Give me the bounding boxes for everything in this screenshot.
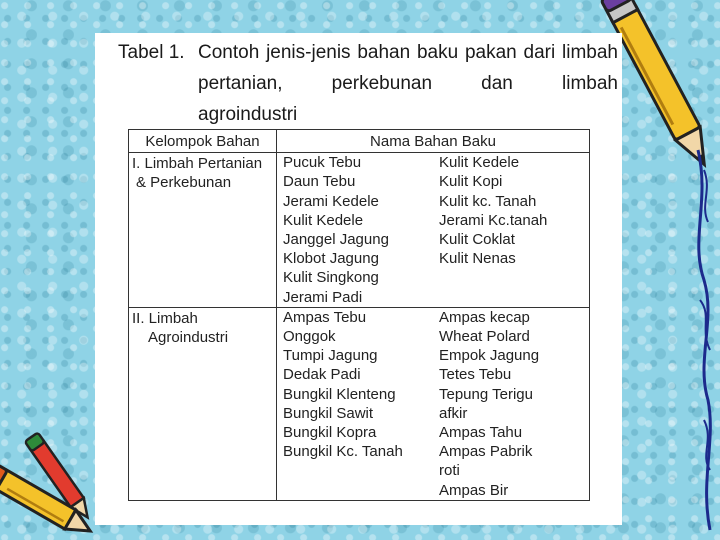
- document-page: [95, 33, 622, 525]
- items-list-b: [433, 153, 589, 307]
- table-row: [129, 307, 590, 500]
- items-cell: [277, 307, 590, 500]
- list-item: Jerami Kc.tanah: [439, 211, 548, 229]
- list-item: Ampas kecap: [439, 308, 530, 326]
- list-item: Ampas Tahu: [439, 424, 523, 442]
- list-item: Kulit Kopi: [439, 173, 503, 191]
- list-item: Ampas Tebu: [283, 308, 367, 326]
- pencils-icon: [0, 430, 110, 540]
- list-item: Kulit Nenas: [439, 250, 516, 268]
- list-item: Empok Jagung: [439, 347, 540, 365]
- list-item: Tetes Tebu: [439, 366, 512, 384]
- list-item: Bungkil Klenteng: [283, 385, 396, 403]
- list-item: Wheat Polard: [439, 328, 530, 346]
- table-row: [129, 153, 590, 308]
- list-item: Pucuk Tebu: [283, 154, 362, 172]
- list-item: Bungkil Kopra: [283, 424, 377, 442]
- group-name-cont: Agroindustri: [148, 329, 229, 347]
- list-item: Onggok: [283, 328, 336, 346]
- list-item: Kulit Singkong: [283, 269, 379, 287]
- caption-text: [198, 37, 618, 130]
- list-item: Kulit kc. Tanah: [439, 192, 537, 210]
- group-cell: [129, 153, 277, 308]
- caption-line-2: agroindustri: [198, 104, 298, 125]
- list-item: Bungkil Sawit: [283, 404, 374, 422]
- list-item: Kulit Kedele: [439, 154, 520, 172]
- list-item: Bungkil Kc. Tanah: [283, 443, 403, 461]
- list-item: Jerami Kedele: [283, 192, 379, 210]
- header-kelompok: Kelompok Bahan: [129, 130, 277, 153]
- list-item: Dedak Padi: [283, 366, 361, 384]
- items-list-b: [433, 308, 589, 500]
- feed-materials-table: [128, 129, 590, 501]
- list-item: afkir: [439, 404, 468, 422]
- group-name: II. Limbah: [132, 309, 198, 327]
- list-item: Daun Tebu: [283, 173, 356, 191]
- list-item: roti: [439, 462, 460, 480]
- list-item: Kulit Coklat: [439, 231, 515, 249]
- items-cell: [277, 153, 590, 308]
- table-header-row: [129, 130, 590, 153]
- list-item: Kulit Kedele: [283, 211, 364, 229]
- group-name-cont: & Perkebunan: [136, 174, 232, 192]
- items-list-a: [277, 308, 433, 500]
- caption-line-1: Contoh jenis-jenis bahan baku pakan dari limbah pertanian, perkebunan dan limbah: [198, 42, 618, 94]
- header-nama: Nama Bahan Baku: [277, 130, 590, 153]
- list-item: Tepung Terigu: [439, 385, 533, 403]
- list-item: Tumpi Jagung: [283, 347, 378, 365]
- list-item: Ampas Bir: [439, 481, 509, 499]
- group-name: I. Limbah Pertanian: [132, 155, 263, 173]
- list-item: Klobot Jagung: [283, 250, 379, 268]
- caption-label: Tabel 1.: [118, 42, 185, 63]
- list-item: Janggel Jagung: [283, 231, 389, 249]
- list-item: Ampas Pabrik: [439, 443, 533, 461]
- group-cell: [129, 307, 277, 500]
- items-list-a: [277, 153, 433, 307]
- list-item: Jerami Padi: [283, 288, 363, 306]
